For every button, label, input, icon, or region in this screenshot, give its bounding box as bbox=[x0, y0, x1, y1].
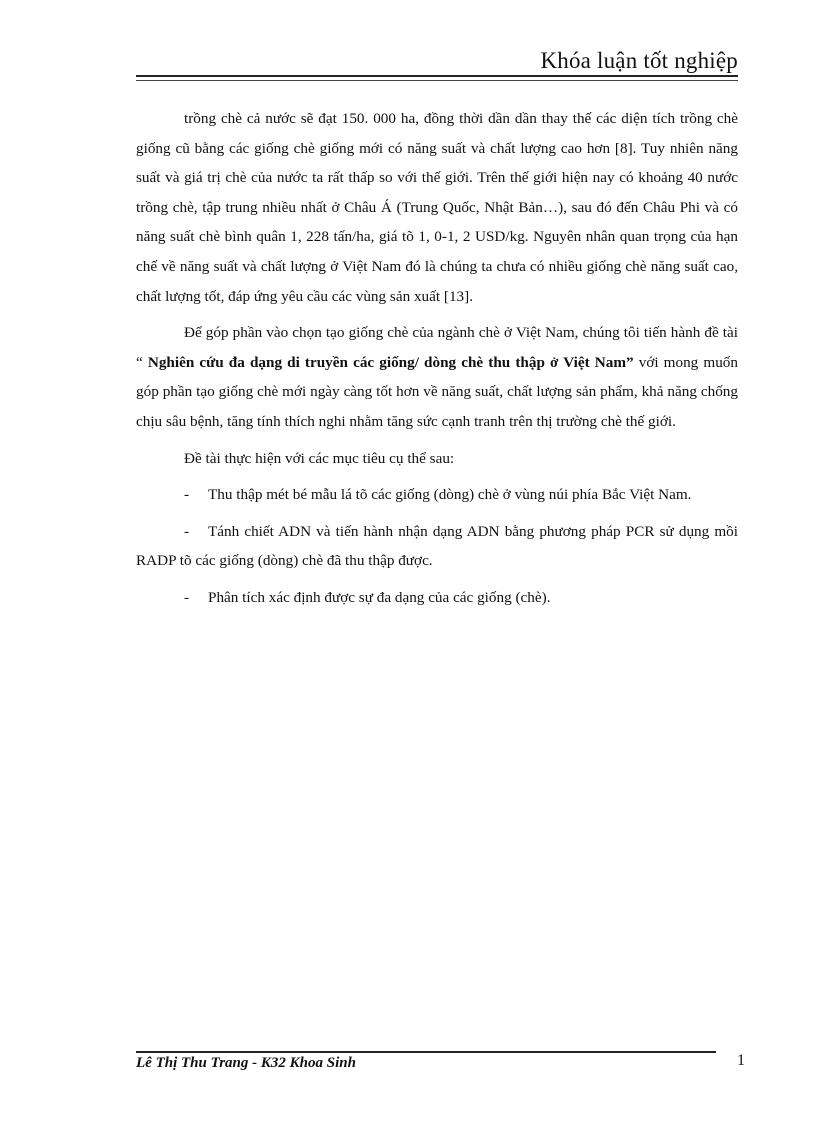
footer-rule bbox=[136, 1051, 716, 1053]
header-rule-thick bbox=[136, 75, 738, 77]
bullet-marker: - bbox=[184, 486, 190, 504]
header-title: Khóa luận tốt nghiệp bbox=[540, 48, 738, 73]
bullet-marker: - bbox=[184, 522, 190, 540]
bullet-text-2: Tánh chiết ADN và tiến hành nhận dạng ADN bằng phương pháp PCR sử dụng mồi RADP tõ các giống (dòng) chè đã thu thập được. bbox=[136, 522, 738, 570]
paragraph-1: trồng chè cả nước sẽ đạt 150. 000 ha, đồng thời dần dần thay thế các diện tích trồng chè giống cũ bằng các giống chè giống mới có năng suất và chất lượng cao hơn [8]. Tuy nhiên năng suất và giá trị chè của nước ta rất thấp so với thế giới. Trên thế giới hiện nay có khoảng 40 nước trồng chè, tập trung nhiều nhất ở Châu Á (Trung Quốc, Nhật Bản…), sau đó đến Châu Phi và có năng suất chè bình quân 1, 228 tấn/ha, giá tõ 1, 0-1, 2 USD/kg. Nguyên nhân quan trọng của hạn chế về năng suất và chất lượng ở Việt Nam đó là chúng ta chưa có nhiều giống chè năng suất cao, chất lượng tốt, đáp ứng yêu cầu các vùng sản xuất [13]. bbox=[136, 110, 738, 305]
footer-author: Lê Thị Thu Trang - K32 Khoa Sinh bbox=[136, 1055, 356, 1071]
bullet-item-3 bbox=[136, 583, 738, 613]
paragraph-3: Đề tài thực hiện với các mục tiêu cụ thể sau: bbox=[184, 449, 455, 467]
bullet-item-2 bbox=[136, 517, 738, 576]
document-body bbox=[136, 104, 738, 613]
bullet-marker: - bbox=[184, 588, 190, 606]
header-rule-thin bbox=[136, 80, 738, 81]
paragraph-2-end: với mong muốn góp phần tạo giống chè mới ngày càng tốt hơn về năng suất, chất lượng sản phẩm, khả năng chống chịu sâu bệnh, tăng tính thích nghi nhằm tăng sức cạnh tranh trên thị trường chè thế giới. bbox=[136, 353, 738, 430]
bullet-item-1 bbox=[136, 480, 738, 510]
paragraph-2 bbox=[136, 318, 738, 436]
paragraph-2-start: Để góp phần vào chọn tạo giống chè của ngành chè ở Việt Nam, chúng tôi tiến hành đề tài “ bbox=[136, 324, 738, 371]
bullet-text-1: Thu thập mét bé mẫu lá tõ các giống (dòng) chè ở vùng núi phía Bắc Việt Nam. bbox=[208, 486, 692, 504]
bullet-text-3: Phân tích xác định được sự đa dạng của các giống (chè). bbox=[208, 588, 551, 606]
thesis-title-bold: Nghiên cứu đa dạng di truyền các giống/ dòng chè thu thập ở Việt Nam” bbox=[147, 353, 634, 371]
page-number: 1 bbox=[737, 1052, 745, 1069]
